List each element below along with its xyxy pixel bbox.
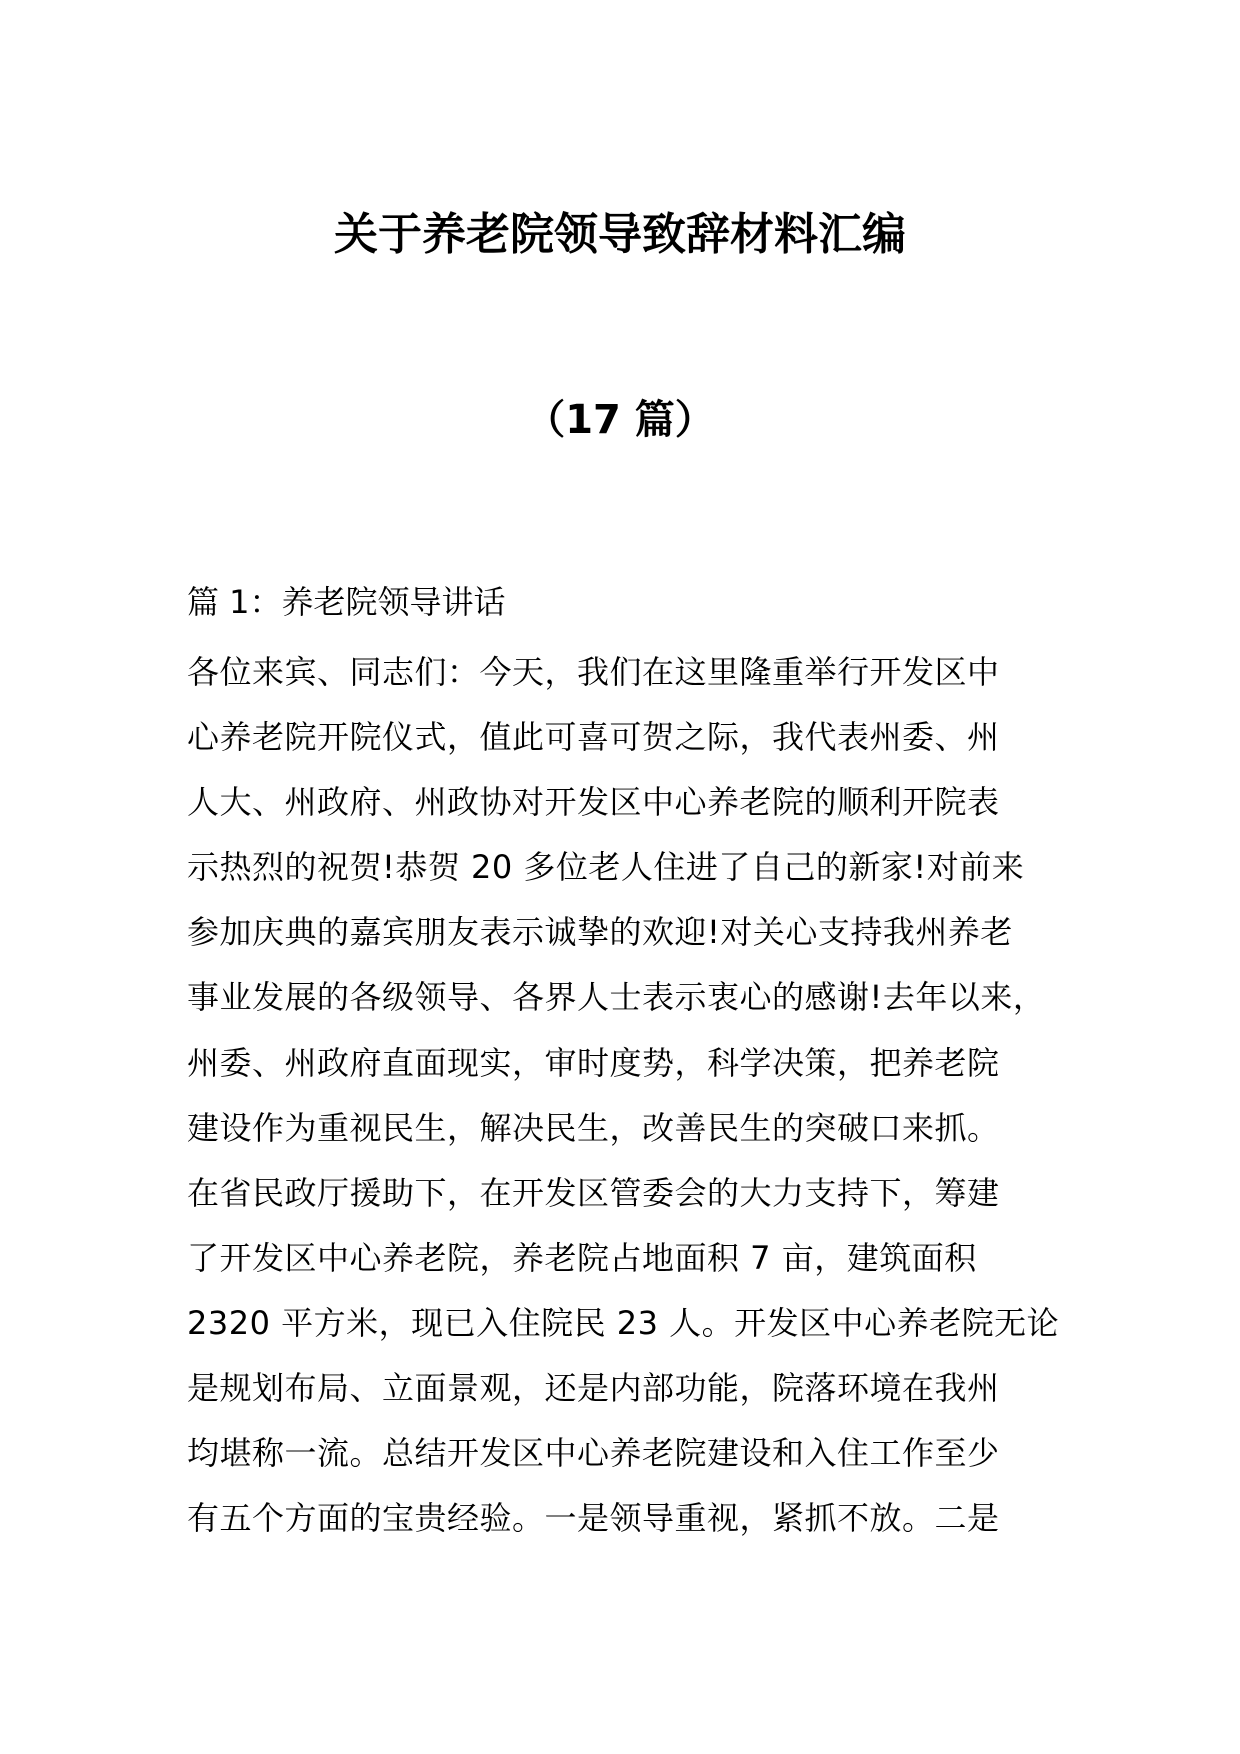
body-line: 人大、州政府、州政协对开发区中心养老院的顺利开院表 xyxy=(187,783,1000,822)
body-line: 了开发区中心养老院，养老院占地面积 7 亩，建筑面积 xyxy=(187,1238,977,1277)
section-heading: 篇 1：养老院领导讲话 xyxy=(187,583,506,621)
document-subtitle: （17 篇） xyxy=(525,397,715,443)
body-line: 心养老院开院仪式，值此可喜可贺之际，我代表州委、州 xyxy=(187,718,1000,757)
body-line: 建设作为重视民生，解决民生，改善民生的突破口来抓。 xyxy=(187,1108,1000,1147)
body-line: 示热烈的祝贺!恭贺 20 多位老人住进了自己的新家!对前来 xyxy=(187,848,1025,887)
body-line: 是规划布局、立面景观，还是内部功能，院落环境在我州 xyxy=(187,1369,1000,1408)
document-title: 关于养老院领导致辞材料汇编 xyxy=(334,209,906,260)
body-line: 均堪称一流。总结开发区中心养老院建设和入住工作至少 xyxy=(187,1434,1000,1473)
body-line: 州委、州政府直面现实，审时度势，科学决策，把养老院 xyxy=(187,1043,1000,1082)
body-text xyxy=(187,640,1087,1551)
body-line: 事业发展的各级领导、各界人士表示衷心的感谢!去年以来， xyxy=(187,978,1046,1017)
body-line: 有五个方面的宝贵经验。一是领导重视，紧抓不放。二是 xyxy=(187,1499,1000,1538)
body-line: 各位来宾、同志们：今天，我们在这里隆重举行开发区中 xyxy=(187,653,1000,691)
body-line: 参加庆典的嘉宾朋友表示诚挚的欢迎!对关心支持我州养老 xyxy=(187,913,1013,952)
body-line: 2320 平方米，现已入住院民 23 人。开发区中心养老院无论 xyxy=(187,1303,1060,1342)
body-line: 在省民政厅援助下，在开发区管委会的大力支持下，筹建 xyxy=(187,1173,1000,1212)
